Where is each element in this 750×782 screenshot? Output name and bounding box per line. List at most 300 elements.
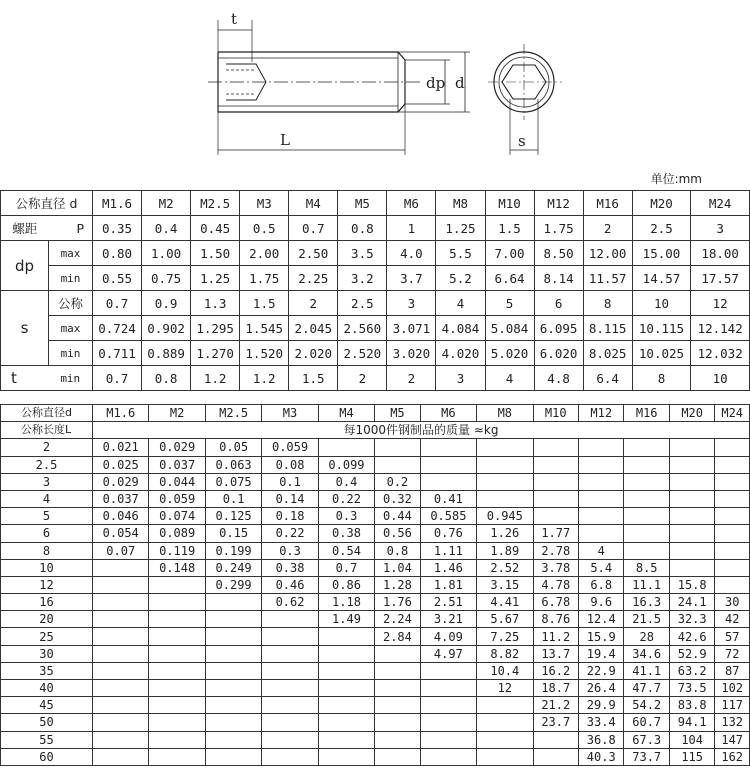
mass-cell: 0.029	[149, 439, 205, 456]
table-row	[1, 216, 750, 241]
mass-cell	[533, 456, 578, 473]
mass-cell	[205, 731, 261, 748]
mass-cell	[477, 697, 533, 714]
table-row	[1, 645, 750, 662]
mass-cell	[624, 439, 669, 456]
mass-body	[1, 439, 750, 766]
data-cell: 8.115	[583, 316, 632, 341]
mass-cell: 1.18	[318, 594, 374, 611]
mass-cell: 0.2	[375, 473, 420, 490]
mass-cell	[262, 662, 318, 679]
mass-cell	[669, 559, 714, 576]
data-cell: 4	[485, 366, 534, 391]
mass-cell	[533, 508, 578, 525]
mass-cell: 0.585	[420, 508, 476, 525]
size-cell: M16	[583, 191, 632, 216]
mass-cell: 73.7	[624, 748, 669, 765]
table-row	[1, 490, 750, 507]
data-cell: 0.35	[93, 216, 142, 241]
mass-l-label: 公称长度L	[1, 422, 93, 439]
mass-cell	[262, 680, 318, 697]
mass-cell: 132	[715, 714, 750, 731]
mass-cell: 0.059	[262, 439, 318, 456]
mass-cell: 8.82	[477, 645, 533, 662]
mass-cell: 24.1	[669, 594, 714, 611]
size-cell: M12	[579, 405, 624, 422]
mass-cell: 104	[669, 731, 714, 748]
data-cell: 1.5	[485, 216, 534, 241]
data-cell: 5	[485, 291, 534, 316]
mass-cell	[624, 542, 669, 559]
mass-cell	[669, 456, 714, 473]
mass-cell: 0.7	[318, 559, 374, 576]
length-cell: 40	[1, 680, 93, 697]
mass-cell: 15.8	[669, 576, 714, 593]
mass-cell	[579, 439, 624, 456]
mass-cell	[149, 748, 205, 765]
mass-title: 每1000件钢制品的质量 ≈kg	[93, 422, 750, 439]
mass-cell: 0.08	[262, 456, 318, 473]
mass-cell: 22.9	[579, 662, 624, 679]
data-cell: 2.520	[338, 341, 387, 366]
data-cell: 3.5	[338, 241, 387, 266]
size-cell: M3	[240, 191, 289, 216]
data-cell: 10	[691, 366, 750, 391]
mass-cell	[420, 662, 476, 679]
length-cell: 55	[1, 731, 93, 748]
mass-cell: 162	[715, 748, 750, 765]
mass-cell: 1.28	[375, 576, 420, 593]
mass-cell: 0.099	[318, 456, 374, 473]
mass-cell: 117	[715, 697, 750, 714]
mass-cell	[420, 473, 476, 490]
mass-cell: 36.8	[579, 731, 624, 748]
mass-cell	[318, 645, 374, 662]
mass-cell: 0.86	[318, 576, 374, 593]
data-cell: 7.00	[485, 241, 534, 266]
mass-cell	[533, 439, 578, 456]
mass-cell: 0.075	[205, 473, 261, 490]
data-cell: 1.3	[191, 291, 240, 316]
length-cell: 4	[1, 490, 93, 507]
data-cell: 1.5	[289, 366, 338, 391]
mass-cell: 4.97	[420, 645, 476, 662]
length-cell: 12	[1, 576, 93, 593]
data-cell: 5.084	[485, 316, 534, 341]
mass-cell: 33.4	[579, 714, 624, 731]
mass-cell: 0.044	[149, 473, 205, 490]
mass-cell	[375, 748, 420, 765]
mass-cell: 1.81	[420, 576, 476, 593]
mass-cell	[624, 525, 669, 542]
mass-cell	[93, 731, 149, 748]
mass-cell: 2.52	[477, 559, 533, 576]
mass-cell	[318, 697, 374, 714]
data-cell: 3.020	[387, 341, 436, 366]
mass-cell: 63.2	[669, 662, 714, 679]
data-cell: 0.889	[142, 341, 191, 366]
table-row	[1, 731, 750, 748]
mass-cell	[715, 490, 750, 507]
data-cell: 10.025	[632, 341, 691, 366]
table-row	[1, 456, 750, 473]
data-cell: 1.270	[191, 341, 240, 366]
length-cell: 5	[1, 508, 93, 525]
max-label: max	[49, 241, 93, 266]
mass-cell	[477, 456, 533, 473]
size-cell: M4	[289, 191, 338, 216]
mass-cell	[93, 611, 149, 628]
mass-cell	[669, 525, 714, 542]
table-row	[1, 508, 750, 525]
mass-cell: 1.46	[420, 559, 476, 576]
mass-cell: 0.199	[205, 542, 261, 559]
mass-cell: 0.074	[149, 508, 205, 525]
data-cell: 6.020	[534, 341, 583, 366]
table-row	[1, 542, 750, 559]
l-label: L	[280, 131, 290, 149]
unit-label: 单位:mm	[650, 172, 702, 186]
mass-cell	[624, 456, 669, 473]
data-cell: 1.2	[191, 366, 240, 391]
data-cell: 1.2	[240, 366, 289, 391]
mass-cell	[205, 594, 261, 611]
mass-cell	[93, 576, 149, 593]
mass-cell: 1.26	[477, 525, 533, 542]
mass-cell	[669, 508, 714, 525]
data-cell: 3.2	[338, 266, 387, 291]
mass-cell: 4.41	[477, 594, 533, 611]
mass-cell	[477, 731, 533, 748]
mass-cell	[533, 473, 578, 490]
table-row	[1, 341, 750, 366]
t-row-label: t	[1, 366, 49, 391]
mass-cell	[262, 714, 318, 731]
table-row	[1, 316, 750, 341]
mass-cell	[205, 680, 261, 697]
data-cell: 1.50	[191, 241, 240, 266]
mass-cell	[669, 542, 714, 559]
table-row	[1, 576, 750, 593]
data-cell: 18.00	[691, 241, 750, 266]
data-cell: 2.25	[289, 266, 338, 291]
mass-cell: 11.2	[533, 628, 578, 645]
data-cell: 12	[691, 291, 750, 316]
size-cell: M20	[669, 405, 714, 422]
mass-cell	[93, 645, 149, 662]
size-cell: M3	[262, 405, 318, 422]
mass-cell	[420, 439, 476, 456]
mass-cell: 6.78	[533, 594, 578, 611]
mass-cell	[149, 714, 205, 731]
length-cell: 30	[1, 645, 93, 662]
mass-cell	[533, 731, 578, 748]
mass-cell	[149, 731, 205, 748]
table-row	[1, 241, 750, 266]
mass-cell	[375, 645, 420, 662]
length-cell: 3	[1, 473, 93, 490]
mass-cell	[669, 490, 714, 507]
mass-cell: 42.6	[669, 628, 714, 645]
table-row	[1, 559, 750, 576]
table-row	[1, 266, 750, 291]
mass-cell: 16.3	[624, 594, 669, 611]
mass-cell: 6.8	[579, 576, 624, 593]
data-cell: 6	[534, 291, 583, 316]
size-cell: M1.6	[93, 405, 149, 422]
mass-cell	[375, 662, 420, 679]
max-label: max	[49, 316, 93, 341]
mass-cell	[262, 611, 318, 628]
data-cell: 5.2	[436, 266, 485, 291]
size-cell: M24	[715, 405, 750, 422]
mass-cell	[375, 439, 420, 456]
data-cell: 4.8	[534, 366, 583, 391]
data-cell: 0.7	[93, 366, 142, 391]
mass-cell: 1.11	[420, 542, 476, 559]
data-cell: 4.0	[387, 241, 436, 266]
data-cell: 0.5	[240, 216, 289, 241]
data-cell: 15.00	[632, 241, 691, 266]
size-cell: M2.5	[191, 191, 240, 216]
mass-cell	[93, 662, 149, 679]
data-cell: 8	[632, 366, 691, 391]
mass-cell: 54.2	[624, 697, 669, 714]
mass-cell	[579, 508, 624, 525]
mass-cell: 32.3	[669, 611, 714, 628]
mass-cell	[93, 714, 149, 731]
size-cell: M6	[420, 405, 476, 422]
table-row	[1, 748, 750, 765]
mass-cell: 72	[715, 645, 750, 662]
mass-cell	[149, 594, 205, 611]
mass-cell: 67.3	[624, 731, 669, 748]
mass-cell	[420, 731, 476, 748]
mass-cell	[205, 628, 261, 645]
mass-table	[0, 404, 750, 766]
data-cell: 2.045	[289, 316, 338, 341]
mass-cell	[93, 594, 149, 611]
mass-cell: 21.2	[533, 697, 578, 714]
mass-cell	[149, 611, 205, 628]
mass-cell	[205, 662, 261, 679]
mass-cell: 0.089	[149, 525, 205, 542]
length-cell: 16	[1, 594, 93, 611]
mass-cell	[318, 662, 374, 679]
table-row	[1, 422, 750, 439]
mass-cell	[318, 748, 374, 765]
mass-cell: 1.04	[375, 559, 420, 576]
mass-cell: 0.021	[93, 439, 149, 456]
nominal-label: 公称	[49, 291, 93, 316]
mass-cell: 5.67	[477, 611, 533, 628]
mass-cell	[715, 542, 750, 559]
mass-cell: 115	[669, 748, 714, 765]
t-label: t	[231, 10, 238, 28]
mass-cell: 87	[715, 662, 750, 679]
mass-cell: 0.046	[93, 508, 149, 525]
size-cell: M8	[477, 405, 533, 422]
mass-cell: 0.029	[93, 473, 149, 490]
length-cell: 2	[1, 439, 93, 456]
size-cell: M12	[534, 191, 583, 216]
data-cell: 1.00	[142, 241, 191, 266]
length-cell: 60	[1, 748, 93, 765]
size-cell: M2.5	[205, 405, 261, 422]
spec-table	[0, 190, 750, 391]
mass-cell: 52.9	[669, 645, 714, 662]
data-cell: 6.64	[485, 266, 534, 291]
mass-cell	[318, 439, 374, 456]
mass-cell: 1.89	[477, 542, 533, 559]
mass-cell	[420, 697, 476, 714]
min-label: min	[49, 266, 93, 291]
mass-cell: 0.059	[149, 490, 205, 507]
mass-cell	[533, 490, 578, 507]
mass-cell: 13.7	[533, 645, 578, 662]
mass-cell	[477, 439, 533, 456]
size-cell: M4	[318, 405, 374, 422]
data-cell: 0.45	[191, 216, 240, 241]
mass-cell: 0.1	[205, 490, 261, 507]
mass-cell	[669, 473, 714, 490]
mass-cell: 0.41	[420, 490, 476, 507]
mass-cell: 0.22	[262, 525, 318, 542]
table-row	[1, 662, 750, 679]
mass-cell	[477, 490, 533, 507]
table-row	[1, 191, 750, 216]
mass-cell	[262, 731, 318, 748]
data-cell: 2.5	[338, 291, 387, 316]
mass-cell	[579, 456, 624, 473]
mass-cell	[262, 645, 318, 662]
size-cell: M6	[387, 191, 436, 216]
mass-cell	[318, 628, 374, 645]
mass-cell: 41.1	[624, 662, 669, 679]
size-cell: M1.6	[93, 191, 142, 216]
mass-cell	[579, 490, 624, 507]
mass-cell: 0.119	[149, 542, 205, 559]
mass-cell: 3.78	[533, 559, 578, 576]
data-cell: 2.020	[289, 341, 338, 366]
mass-cell	[262, 628, 318, 645]
data-cell: 10.115	[632, 316, 691, 341]
mass-cell: 0.1	[262, 473, 318, 490]
mass-cell	[205, 748, 261, 765]
mass-cell	[477, 473, 533, 490]
data-cell: 3	[387, 291, 436, 316]
data-cell: 2	[289, 291, 338, 316]
mass-cell	[669, 439, 714, 456]
length-cell: 8	[1, 542, 93, 559]
table-row	[1, 439, 750, 456]
mass-cell: 7.25	[477, 628, 533, 645]
size-cell: M16	[624, 405, 669, 422]
mass-cell	[477, 748, 533, 765]
mass-cell: 0.56	[375, 525, 420, 542]
data-cell: 5.020	[485, 341, 534, 366]
size-cell: M24	[691, 191, 750, 216]
mass-cell: 2.84	[375, 628, 420, 645]
mass-cell	[624, 508, 669, 525]
mass-cell: 40.3	[579, 748, 624, 765]
mass-cell	[420, 714, 476, 731]
size-cell: M20	[632, 191, 691, 216]
mass-d-label: 公称直径d	[1, 405, 93, 422]
table-row	[1, 697, 750, 714]
dp-row-label: dp	[1, 241, 49, 291]
data-cell: 1	[387, 216, 436, 241]
mass-cell: 1.49	[318, 611, 374, 628]
mass-cell: 0.07	[93, 542, 149, 559]
mass-cell: 11.1	[624, 576, 669, 593]
mass-cell	[715, 559, 750, 576]
data-cell: 0.7	[93, 291, 142, 316]
mass-cell: 42	[715, 611, 750, 628]
mass-cell: 12	[477, 680, 533, 697]
data-cell: 0.9	[142, 291, 191, 316]
data-cell: 0.8	[338, 216, 387, 241]
mass-cell	[93, 628, 149, 645]
data-cell: 1.520	[240, 341, 289, 366]
mass-cell: 0.8	[375, 542, 420, 559]
table-row	[1, 405, 750, 422]
mass-cell: 0.44	[375, 508, 420, 525]
data-cell: 3.7	[387, 266, 436, 291]
mass-cell: 16.2	[533, 662, 578, 679]
mass-cell	[149, 628, 205, 645]
mass-cell: 0.54	[318, 542, 374, 559]
mass-cell: 18.7	[533, 680, 578, 697]
data-cell: 2.5	[632, 216, 691, 241]
mass-cell: 21.5	[624, 611, 669, 628]
length-cell: 2.5	[1, 456, 93, 473]
mass-cell: 10.4	[477, 662, 533, 679]
mass-cell	[715, 508, 750, 525]
data-cell: 1.75	[534, 216, 583, 241]
mass-cell: 0.14	[262, 490, 318, 507]
data-cell: 0.724	[93, 316, 142, 341]
table-row	[1, 594, 750, 611]
mass-cell	[262, 748, 318, 765]
mass-cell: 0.249	[205, 559, 261, 576]
length-cell: 6	[1, 525, 93, 542]
mass-cell: 19.4	[579, 645, 624, 662]
mass-cell: 73.5	[669, 680, 714, 697]
screw-outline	[218, 52, 405, 112]
table-row	[1, 714, 750, 731]
length-cell: 20	[1, 611, 93, 628]
mass-cell: 4.09	[420, 628, 476, 645]
mass-cell	[579, 473, 624, 490]
table-row	[1, 628, 750, 645]
mass-cell	[715, 439, 750, 456]
table-row	[1, 525, 750, 542]
data-cell: 0.711	[93, 341, 142, 366]
dp-label: dp	[426, 74, 446, 92]
data-cell: 12.142	[691, 316, 750, 341]
mass-cell: 2.51	[420, 594, 476, 611]
mass-cell	[533, 748, 578, 765]
mass-cell: 102	[715, 680, 750, 697]
mass-cell: 12.4	[579, 611, 624, 628]
mass-cell: 0.945	[477, 508, 533, 525]
mass-cell	[149, 576, 205, 593]
mass-cell: 5.4	[579, 559, 624, 576]
mass-cell: 0.054	[93, 525, 149, 542]
data-cell: 0.7	[289, 216, 338, 241]
mass-cell	[715, 473, 750, 490]
